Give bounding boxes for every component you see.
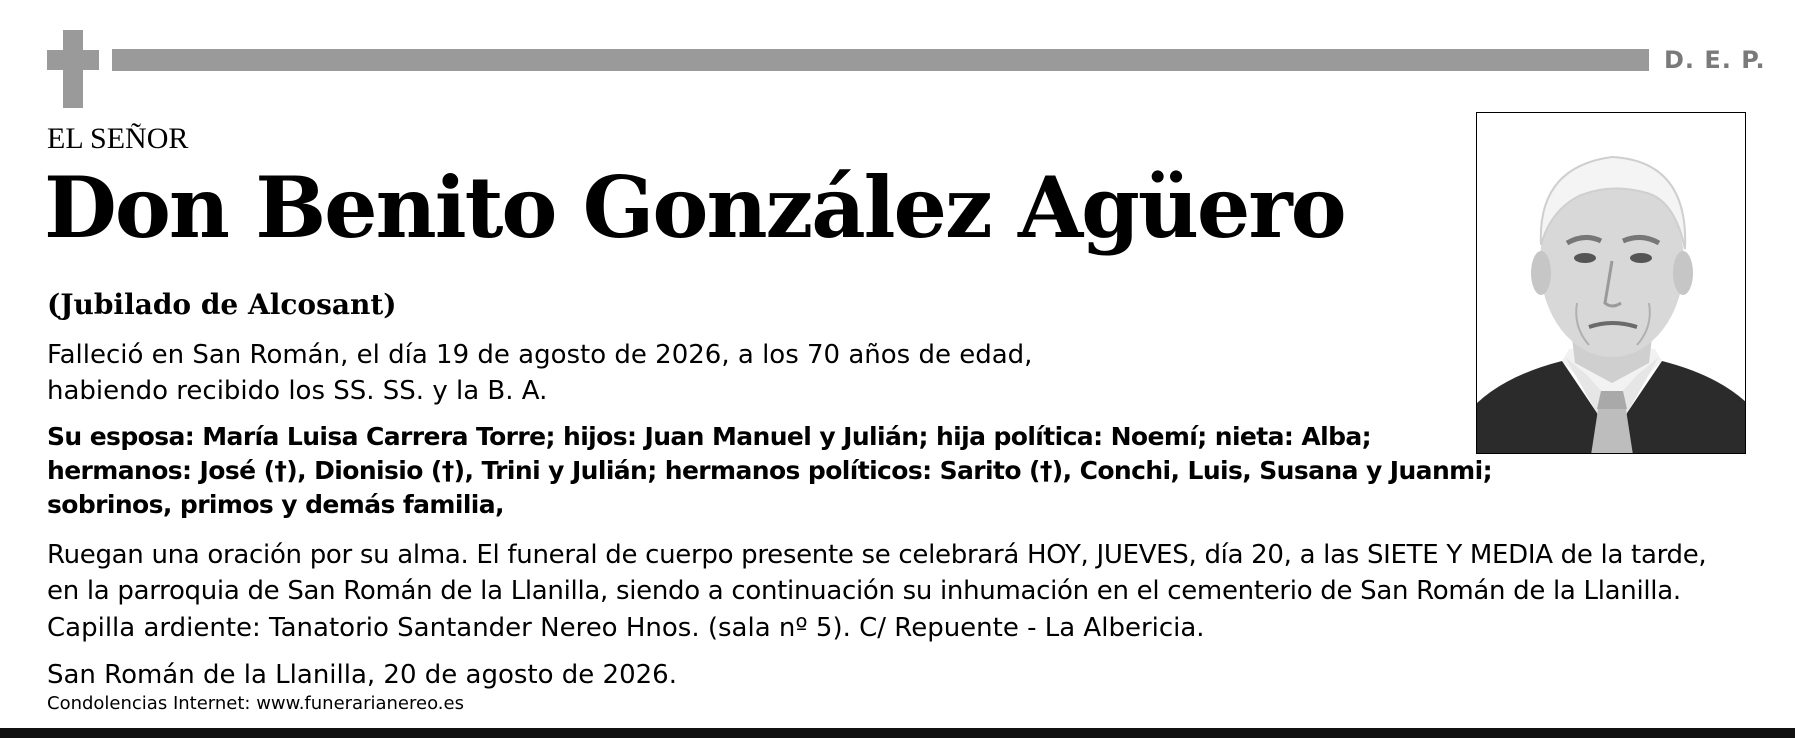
family-line: Su esposa: María Luisa Carrera Torre; hijos: Juan Manuel y Julián; hija política: Noemí; nieta: Alba; bbox=[47, 422, 1372, 451]
condolences-link[interactable]: Condolencias Internet: www.funerarianereo.es bbox=[47, 693, 464, 714]
death-line: habiendo recibido los SS. SS. y la B. A. bbox=[47, 376, 548, 406]
deceased-role: (Jubilado de Alcosant) bbox=[47, 288, 397, 321]
place-date: San Román de la Llanilla, 20 de agosto de 2026. bbox=[47, 660, 677, 690]
family-line: sobrinos, primos y demás familia, bbox=[47, 490, 504, 519]
cross-icon bbox=[47, 30, 99, 108]
death-line: Falleció en San Román, el día 19 de agosto de 2026, a los 70 años de edad, bbox=[47, 340, 1033, 370]
funeral-details bbox=[47, 537, 1777, 609]
honorific-label: EL SEÑOR bbox=[47, 122, 189, 155]
header-rule bbox=[112, 49, 1649, 71]
chapel-info: Capilla ardiente: Tanatorio Santander Nereo Hnos. (sala nº 5). C/ Repuente - La Albericia. bbox=[47, 613, 1205, 643]
funeral-line: Ruegan una oración por su alma. El funeral de cuerpo presente se celebrará HOY, JUEVES, día 20, a las SIETE Y MEDIA de la tarde, bbox=[47, 540, 1707, 570]
deceased-name: Don Benito González Agüero bbox=[44, 158, 1345, 257]
family-list bbox=[47, 420, 1492, 522]
dep-label: D. E. P. bbox=[1664, 46, 1766, 74]
family-line: hermanos: José (†), Dionisio (†), Trini y Julián; hermanos políticos: Sarito (†), Conchi, Luis, Susana y Juanmi; bbox=[47, 456, 1492, 485]
funeral-line: en la parroquia de San Román de la Llanilla, siendo a continuación su inhumación en el cementerio de San Román de la Llanilla. bbox=[47, 576, 1681, 606]
death-details bbox=[47, 337, 1147, 409]
portrait-photo bbox=[1476, 112, 1746, 454]
